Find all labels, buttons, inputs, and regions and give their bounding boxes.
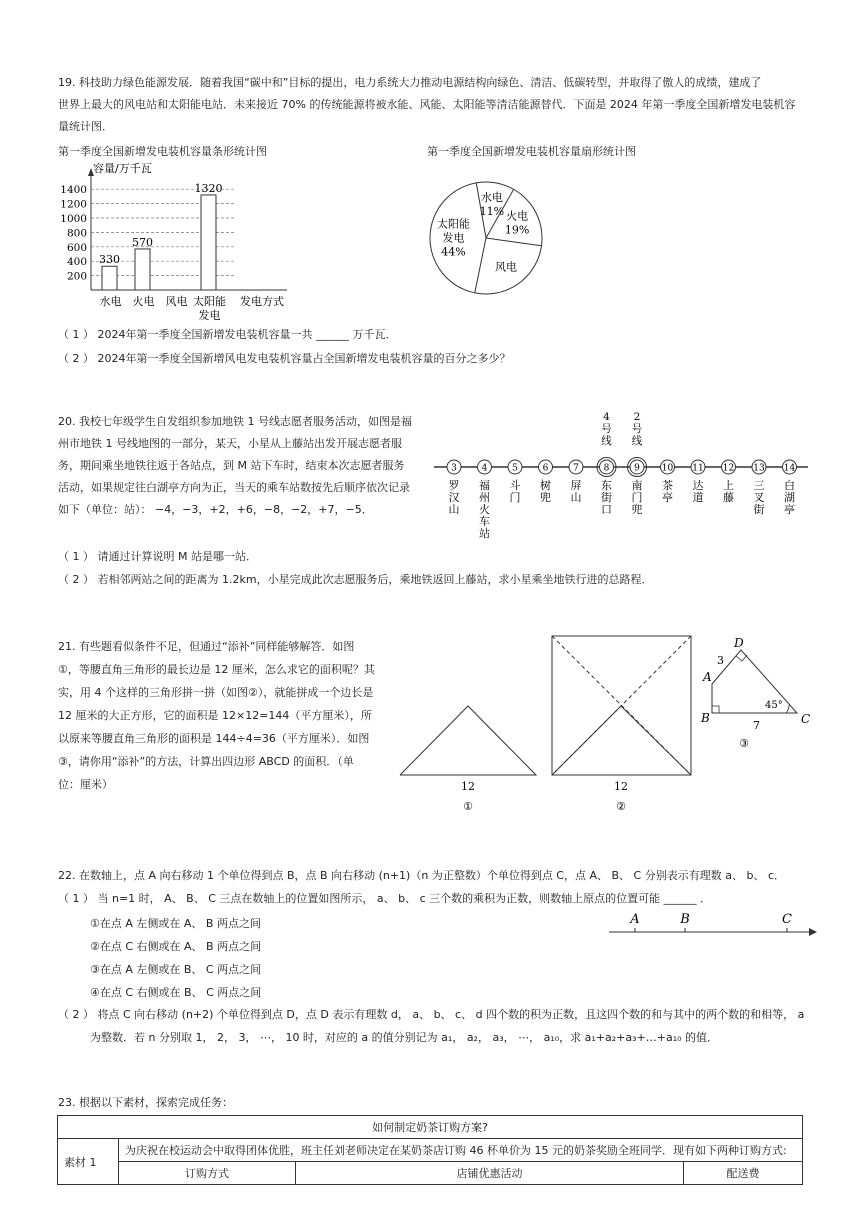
pie-slice-label: 44% bbox=[441, 245, 466, 259]
station-name-char: 叉 bbox=[753, 491, 765, 504]
bar-value-label: 570 bbox=[132, 235, 153, 249]
fig3-angle-45: 45° bbox=[765, 700, 783, 711]
y-tick-label: 800 bbox=[66, 227, 87, 240]
station-name-char: 树 bbox=[540, 479, 551, 492]
station-number: 5 bbox=[512, 463, 518, 474]
pie-chart-title: 第一季度全国新增发电装机容量扇形统计图 bbox=[427, 145, 636, 158]
x-axis-label: 发电方式 bbox=[240, 295, 284, 308]
station-name-char: 茶 bbox=[662, 479, 673, 492]
fig3-label-B: B bbox=[701, 711, 710, 725]
q23-table bbox=[57, 1115, 803, 1185]
y-tick-label: 1200 bbox=[60, 198, 87, 211]
q22-question-2-line2: 为整数．若 n 分别取 1， 2， 3， ⋯， 10 时，对应的 a 的值分别记为 a₁， a₂， a₃， ⋯， a₁₀，求 a₁+a₂+a₃+…+a₁₀ 的值． bbox=[90, 1031, 719, 1044]
station-name-char: 湖 bbox=[784, 491, 795, 504]
fig2-label: 12 bbox=[614, 780, 628, 793]
station-name-char: 亭 bbox=[662, 491, 673, 504]
q20-question-2: （ 2 ） 若相邻两站之间的距离为 1.2km，小星完成此次志愿服务后，乘地铁返回上藤站，求小星乘坐地铁行进的总路程． bbox=[58, 573, 653, 586]
fig1-caption: ① bbox=[463, 800, 473, 813]
fig3-right-angle-D bbox=[736, 655, 747, 661]
pie-slice-label: 发电 bbox=[442, 231, 465, 245]
fig3-label-A: A bbox=[703, 670, 712, 684]
pie-slice-label: 11% bbox=[479, 204, 505, 218]
fig3-label-C: C bbox=[801, 712, 811, 726]
fig3-right-angle-B bbox=[712, 706, 719, 713]
bar-value-label: 330 bbox=[99, 253, 120, 267]
station-number: 10 bbox=[661, 463, 674, 474]
fig2-solid-side bbox=[552, 706, 621, 775]
q21-line: 21. 有些题看似条件不足，但通过“添补”同样能够解答．如图 bbox=[58, 640, 355, 653]
fig3-length-7: 7 bbox=[753, 719, 760, 732]
station-name-char: 藤 bbox=[723, 491, 734, 504]
station-name-char: 白 bbox=[784, 479, 795, 492]
q20-line: 20. 我校七年级学生自发组织参加地铁 1 号线志愿者服务活动，如图是福 bbox=[58, 415, 412, 428]
bar-chart-title: 第一季度全国新增发电装机容量条形统计图 bbox=[58, 145, 267, 158]
fig3-quadrilateral bbox=[712, 650, 797, 713]
q21-figures bbox=[395, 630, 825, 815]
q22-number-line bbox=[605, 908, 820, 942]
fig3-length-3: 3 bbox=[717, 654, 724, 667]
pie-slice-label: 火电 bbox=[506, 209, 529, 223]
x-tick-label: 水电 bbox=[99, 295, 122, 308]
y-tick-label: 1400 bbox=[60, 184, 87, 197]
y-tick-label: 200 bbox=[66, 270, 87, 283]
station-name-char: 上 bbox=[723, 479, 734, 492]
q21-text bbox=[58, 635, 375, 796]
q22-option: ①在点 A 左侧或在 A、 B 两点之间 bbox=[90, 917, 261, 930]
q19-intro-line3: 量统计图． bbox=[58, 120, 113, 133]
station-name-char: 南 bbox=[631, 479, 643, 492]
q23-col-delivery-fee: 配送费 bbox=[684, 1162, 803, 1185]
q19-question-2: （ 2 ） 2024年第一季度全国新增风电发电装机容量占全国新增发电装机容量的百分之多少？ bbox=[58, 352, 511, 365]
q20-question-1: （ 1 ） 请通过计算说明 M 站是哪一站． bbox=[58, 550, 257, 563]
fig3-label-D: D bbox=[734, 636, 744, 650]
q21-line: 12 厘米的大正方形，它的面积是 12×12=144（平方厘米），所 bbox=[58, 709, 372, 722]
pie-slice-label: 19% bbox=[504, 223, 530, 237]
station-name-char: 兜 bbox=[540, 491, 551, 504]
q20-line: 活动，如果规定往白湖亭方向为正，当天的乘车站数按先后顺序依次记录 bbox=[58, 481, 410, 494]
q22-option: ③在点 A 左侧或在 B、 C 两点之间 bbox=[90, 963, 262, 976]
station-number: 7 bbox=[573, 463, 579, 474]
q19-question-1: （ 1 ） 2024年第一季度全国新增发电装机容量一共 ______ 万千瓦． bbox=[58, 328, 397, 341]
station-name-char: 罗 bbox=[448, 479, 460, 492]
q23-col-order-method: 订购方式 bbox=[119, 1162, 296, 1185]
q21-line: ③，请你用“添补”的方法，计算出四边形 ABCD 的面积．（单 bbox=[58, 755, 354, 768]
bar bbox=[201, 195, 216, 290]
fig3-angle-arc bbox=[786, 705, 789, 713]
station-number: 8 bbox=[603, 463, 610, 474]
station-name-char: 三 bbox=[753, 479, 765, 492]
bar-chart bbox=[55, 160, 305, 325]
bar bbox=[102, 266, 117, 290]
station-name-char: 汉 bbox=[448, 491, 460, 504]
station-name-char: 斗 bbox=[509, 479, 521, 492]
y-tick-label: 600 bbox=[66, 241, 87, 254]
q22-intro: 22. 在数轴上，点 A 向右移动 1 个单位得到点 B，点 B 向右移动 (n+1)（n 为正整数）个单位得到点 C，点 A、 B、 C 分别表示有理数 a、 b、 c． bbox=[58, 869, 785, 882]
station-number: 4 bbox=[481, 463, 488, 474]
station-name-char: 州 bbox=[479, 491, 490, 504]
fig3-caption: ③ bbox=[739, 737, 749, 750]
station-name-char: 山 bbox=[570, 491, 582, 504]
q22-question-1: （ 1 ） 当 n=1 时， A、 B、 C 三点在数轴上的位置如图所示， a、 b、 c 三个数的乘积为正数，则数轴上原点的位置可能 ______ ． bbox=[58, 892, 712, 905]
pie-slice-label: 风电 bbox=[495, 260, 518, 274]
fig2-caption: ② bbox=[616, 800, 626, 813]
y-tick-label: 400 bbox=[66, 256, 87, 269]
station-number: 11 bbox=[692, 463, 704, 474]
station-name-char: 门 bbox=[631, 491, 643, 504]
station-name-char: 屏 bbox=[570, 479, 582, 492]
station-name-char: 达 bbox=[692, 479, 704, 492]
station-name-char: 亭 bbox=[784, 503, 795, 516]
station-name-char: 门 bbox=[509, 491, 521, 504]
q23-material-label: 素材 1 bbox=[58, 1139, 119, 1185]
q21-line: 实，用 4 个这样的三角形拼一拼（如图②），就能拼成一个边长是 bbox=[58, 686, 374, 699]
station-name-char: 山 bbox=[448, 503, 460, 516]
point-label-B: B bbox=[680, 912, 690, 927]
fig2-solid-side bbox=[621, 706, 691, 775]
station-name-char: 福 bbox=[479, 479, 490, 492]
q23-table-title: 如何制定奶茶订购方案? bbox=[58, 1116, 803, 1139]
fig1-triangle bbox=[400, 706, 536, 775]
q20-text bbox=[58, 411, 412, 521]
station-name-char: 站 bbox=[479, 527, 490, 540]
x-tick-label: 太阳能 bbox=[193, 295, 226, 308]
point-label-A: A bbox=[630, 912, 640, 927]
station-number: 14 bbox=[783, 463, 796, 474]
station-number: 12 bbox=[722, 463, 735, 474]
q20-line: 州市地铁 1 号线地图的一部分，某天，小星从上藤站出发开展志愿者服 bbox=[58, 437, 402, 450]
q22-option: ②在点 C 右侧或在 A、 B 两点之间 bbox=[90, 940, 262, 953]
q23-col-promotion: 店铺优惠活动 bbox=[296, 1162, 684, 1185]
station-name-char: 街 bbox=[601, 491, 612, 504]
q21-line: 位：厘米） bbox=[58, 778, 113, 791]
station-name-char: 东 bbox=[601, 479, 612, 492]
station-number: 6 bbox=[542, 463, 549, 474]
station-number: 9 bbox=[634, 463, 640, 474]
q23-intro: 23. 根据以下素材，探索完成任务： bbox=[58, 1096, 233, 1109]
pie-slice-label: 水电 bbox=[480, 190, 503, 204]
x-tick-label: 风电 bbox=[165, 295, 188, 308]
transfer-line-label: 号 bbox=[631, 423, 643, 435]
q20-line: 如下（单位：站）： −4，−3，+2，+6，−8，−2，+7，−5． bbox=[58, 503, 373, 516]
bar-value-label: 1320 bbox=[194, 181, 223, 195]
point-label-C: C bbox=[782, 912, 792, 927]
fig1-label: 12 bbox=[461, 780, 475, 793]
pie-chart bbox=[420, 175, 555, 305]
station-name-char: 道 bbox=[692, 491, 704, 504]
y-tick-label: 1000 bbox=[60, 213, 87, 225]
q21-line: ①，等腰直角三角形的最长边是 12 厘米，怎么求它的面积呢？其 bbox=[58, 663, 375, 676]
metro-line-map bbox=[430, 408, 810, 543]
station-name-char: 兜 bbox=[631, 503, 643, 516]
q22-options bbox=[90, 912, 261, 1004]
q22-option: ④在点 C 右侧或在 B、 C 两点之间 bbox=[90, 986, 262, 999]
q23-material-text: 为庆祝在校运动会中取得团体优胜，班主任刘老师决定在某奶茶店订购 46 杯单价为 15 元的奶茶奖励全班同学．现有如下两种订购方式: bbox=[119, 1139, 803, 1162]
transfer-line-label: 2 bbox=[633, 411, 641, 423]
station-number: 13 bbox=[753, 463, 765, 474]
transfer-line-label: 4 bbox=[603, 411, 610, 423]
pie-slice-label: 太阳能 bbox=[437, 217, 471, 231]
transfer-line-label: 线 bbox=[601, 435, 612, 447]
q21-line: 以原来等腰直角三角形的面积是 144÷4=36（平方厘米）．如图 bbox=[58, 732, 370, 745]
station-number: 3 bbox=[451, 463, 457, 474]
x-tick-label: 发电 bbox=[198, 309, 221, 322]
y-axis-label: 容量/万千瓦 bbox=[93, 162, 152, 175]
station-name-char: 口 bbox=[601, 503, 612, 516]
q20-line: 务，期间乘坐地铁往返于各站点，到 M 站下车时，结束本次志愿者服务 bbox=[58, 459, 405, 472]
bar bbox=[135, 249, 150, 290]
station-name-char: 火 bbox=[479, 503, 490, 516]
q19-intro-line1: 19. 科技助力绿色能源发展．随着我国“碳中和”目标的提出，电力系统大力推动电源结构向绿色、清洁、低碳转型，并取得了傲人的成绩，建成了 bbox=[58, 76, 762, 89]
q19-intro-line2: 世界上最大的风电站和太阳能电站．未来接近 70% 的传统能源将被水能、风能、太阳能等清洁能源替代．下面是 2024 年第一季度全国新增发电装机容 bbox=[58, 98, 796, 111]
transfer-line-label: 号 bbox=[601, 423, 612, 435]
transfer-line-label: 线 bbox=[631, 435, 643, 447]
number-line-arrow bbox=[809, 928, 817, 936]
x-tick-label: 火电 bbox=[132, 295, 155, 308]
station-name-char: 街 bbox=[753, 503, 765, 516]
q22-question-2-line1: （ 2 ） 将点 C 向右移动 (n+2) 个单位得到点 D，点 D 表示有理数 d， a、 b、 c、 d 四个数的积为正数，且这四个数的和与其中的两个数的和相等， a bbox=[58, 1008, 805, 1021]
station-name-char: 车 bbox=[479, 515, 490, 528]
